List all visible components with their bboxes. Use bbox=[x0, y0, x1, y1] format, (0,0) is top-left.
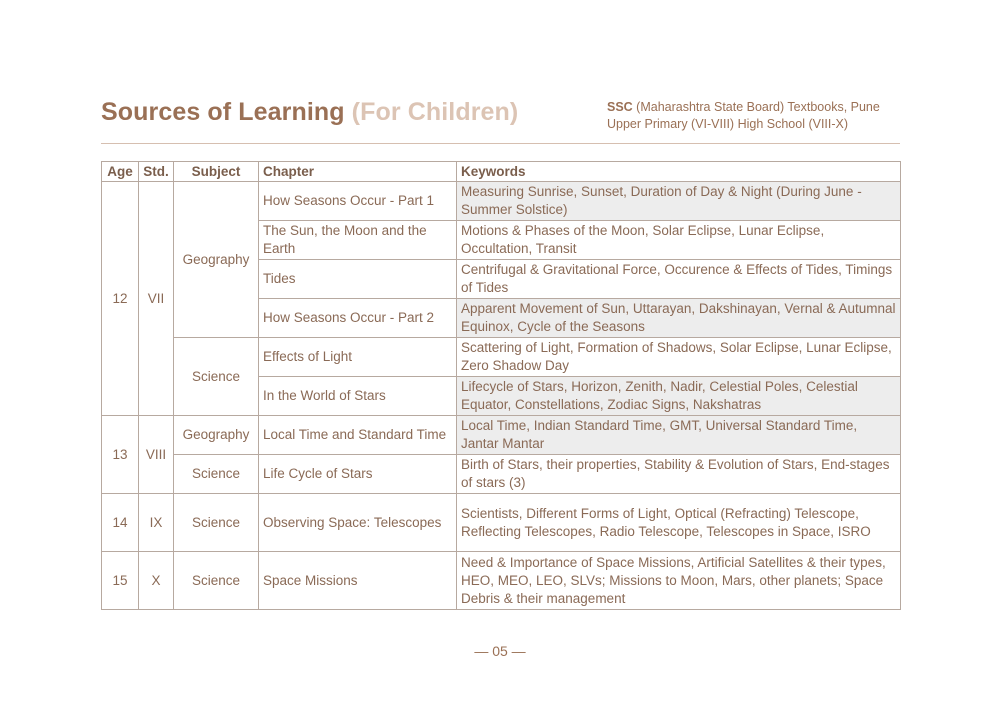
keywords-cell: Scientists, Different Forms of Light, Optical (Refracting) Telescope, Reflecting Telescopes, Radio Telescope, Telescopes in Space, ISRO bbox=[457, 494, 901, 552]
keywords-cell: Centrifugal & Gravitational Force, Occurence & Effects of Tides, Timings of Tides bbox=[457, 260, 901, 299]
page-number: — 05 — bbox=[474, 643, 526, 659]
keywords-cell: Measuring Sunrise, Sunset, Duration of Day & Night (During June - Summer Solstice) bbox=[457, 182, 901, 221]
page-header bbox=[101, 96, 900, 144]
keywords-cell: Scattering of Light, Formation of Shadows, Solar Eclipse, Lunar Eclipse, Zero Shadow Day bbox=[457, 338, 901, 377]
source-note bbox=[607, 99, 880, 133]
chapter-cell: Space Missions bbox=[259, 552, 457, 610]
chapter-cell: Local Time and Standard Time bbox=[259, 416, 457, 455]
std-cell: VIII bbox=[139, 416, 174, 494]
chapter-cell: Tides bbox=[259, 260, 457, 299]
keywords-cell: Lifecycle of Stars, Horizon, Zenith, Nadir, Celestial Poles, Celestial Equator, Constellations, Zodiac Signs, Nakshatras bbox=[457, 377, 901, 416]
chapter-cell: In the World of Stars bbox=[259, 377, 457, 416]
subject-cell: Science bbox=[174, 455, 259, 494]
table-row bbox=[102, 552, 901, 610]
source-board-name: (Maharashtra State Board) Textbooks, Pune bbox=[632, 100, 880, 114]
keywords-cell: Birth of Stars, their properties, Stability & Evolution of Stars, End-stages of stars (3) bbox=[457, 455, 901, 494]
column-header-std: Std. bbox=[139, 162, 174, 182]
header-divider bbox=[101, 143, 900, 144]
subject-cell: Science bbox=[174, 494, 259, 552]
source-board-abbr: SSC bbox=[607, 100, 633, 114]
table-row bbox=[102, 455, 901, 494]
subject-cell: Science bbox=[174, 338, 259, 416]
keywords-cell: Need & Importance of Space Missions, Artificial Satellites & their types, HEO, MEO, LEO, SLVs; Missions to Moon, Mars, other planets; Space Debris & their management bbox=[457, 552, 901, 610]
chapter-cell: Effects of Light bbox=[259, 338, 457, 377]
column-header-subject: Subject bbox=[174, 162, 259, 182]
age-cell: 14 bbox=[102, 494, 139, 552]
title-subtitle: (For Children) bbox=[351, 98, 519, 126]
column-header-chapter: Chapter bbox=[259, 162, 457, 182]
keywords-cell: Local Time, Indian Standard Time, GMT, Universal Standard Time, Jantar Mantar bbox=[457, 416, 901, 455]
subject-cell: Geography bbox=[174, 182, 259, 338]
chapter-cell: The Sun, the Moon and the Earth bbox=[259, 221, 457, 260]
chapter-cell: Observing Space: Telescopes bbox=[259, 494, 457, 552]
std-cell: VII bbox=[139, 182, 174, 416]
age-cell: 13 bbox=[102, 416, 139, 494]
chapter-cell: How Seasons Occur - Part 2 bbox=[259, 299, 457, 338]
source-line-2: Upper Primary (VI-VIII) High School (VIII-X) bbox=[607, 117, 849, 131]
sources-table bbox=[101, 161, 901, 610]
table-row bbox=[102, 182, 901, 221]
keywords-cell: Motions & Phases of the Moon, Solar Eclipse, Lunar Eclipse, Occultation, Transit bbox=[457, 221, 901, 260]
column-header-age: Age bbox=[102, 162, 139, 182]
title-main: Sources of Learning bbox=[101, 98, 345, 126]
subject-cell: Science bbox=[174, 552, 259, 610]
page-title bbox=[101, 98, 518, 127]
age-cell: 12 bbox=[102, 182, 139, 416]
chapter-cell: How Seasons Occur - Part 1 bbox=[259, 182, 457, 221]
table-row bbox=[102, 338, 901, 377]
std-cell: IX bbox=[139, 494, 174, 552]
table-row bbox=[102, 416, 901, 455]
column-header-keywords: Keywords bbox=[457, 162, 901, 182]
age-cell: 15 bbox=[102, 552, 139, 610]
keywords-cell: Apparent Movement of Sun, Uttarayan, Dakshinayan, Vernal & Autumnal Equinox, Cycle of the Seasons bbox=[457, 299, 901, 338]
table-row bbox=[102, 494, 901, 552]
chapter-cell: Life Cycle of Stars bbox=[259, 455, 457, 494]
table-header-row bbox=[102, 162, 901, 182]
source-line-1 bbox=[607, 99, 880, 116]
subject-cell: Geography bbox=[174, 416, 259, 455]
std-cell: X bbox=[139, 552, 174, 610]
